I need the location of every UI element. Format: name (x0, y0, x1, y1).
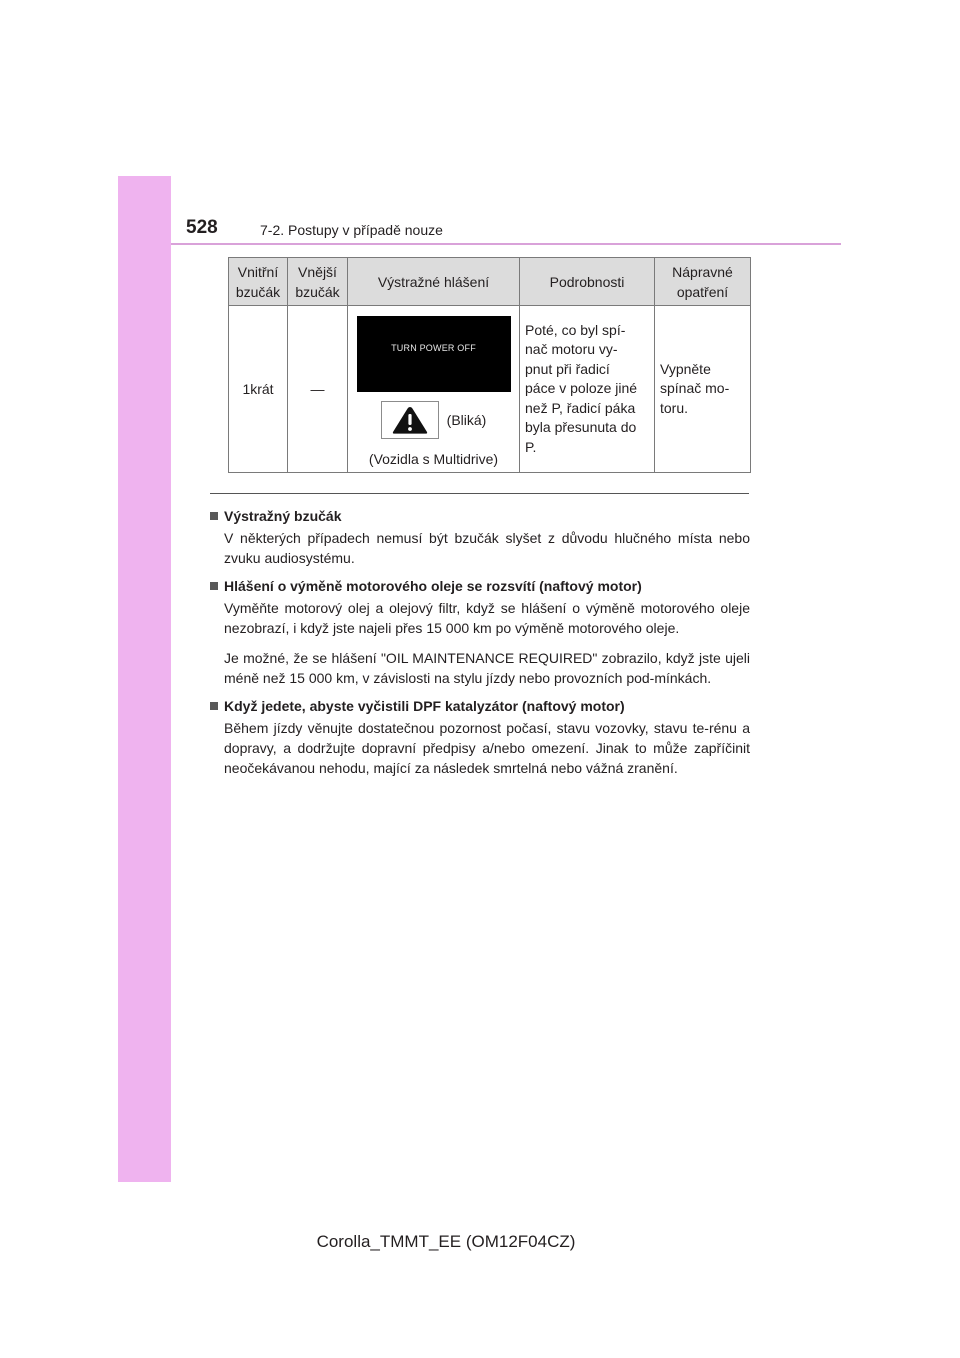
action-cell: Vypněte spínač mo- toru. (655, 306, 751, 473)
warning-table (228, 257, 751, 473)
paragraph: V některých případech nemusí být bzučák slyšet z důvodu hlučného místa nebo zvuku audiosystému. (224, 530, 750, 566)
paragraph: Vyměňte motorový olej a olejový filtr, když se hlášení o výměně motorového oleje nezobrazí, i když jste najeli přes 15 000 km po výměně motorového oleje. (224, 600, 750, 636)
internal-buzzer-cell: 1krát (229, 306, 288, 473)
section-heading: Když jedete, abyste vyčistili DPF katalyzátor (naftový motor) (210, 696, 750, 716)
blink-label: (Bliká) (446, 411, 487, 428)
col-details: Podrobnosti (520, 258, 655, 306)
display-screen (357, 316, 511, 392)
details-cell: Poté, co byl spí- nač motoru vy- pnut při řadicí páce v poloze jiné než P, řadicí páka byla přesunuta do P. (520, 306, 655, 473)
warning-triangle-icon (381, 401, 439, 439)
external-buzzer-cell: — (288, 306, 348, 473)
page-number: 528 (186, 217, 218, 238)
bullet-square-icon (210, 512, 218, 520)
table-header-row (229, 258, 751, 306)
section-heading: Výstražný bzučák (210, 506, 750, 526)
warning-message-cell (348, 306, 520, 473)
side-tab-band (118, 176, 171, 1182)
paragraph: Je možné, že se hlášení "OIL MAINTENANCE REQUIRED" zobrazilo, když jste ujeli méně než 15 000 km, v závislosti na stylu jízdy nebo provozních pod-mínkách. (224, 650, 750, 686)
col-external-buzzer: Vnější bzučák (288, 258, 348, 306)
bullet-square-icon (210, 582, 218, 590)
section-heading: Hlášení o výměně motorového oleje se rozsvítí (naftový motor) (210, 576, 750, 596)
vehicle-note: (Vozidla s Multidrive) (368, 450, 499, 467)
paragraph: Během jízdy věnujte dostatečnou pozornost počasí, stavu vozovky, stavu te-rénu a dopravy, a dodržujte dopravní předpisy a/nebo omezení. Jinak to může zapříčinit neočekávanou nehodu, mající za následek smrtelná nebo vážná zranění. (224, 720, 750, 776)
section-divider (210, 493, 749, 494)
footer-model-code: Corolla_TMMT_EE (OM12F04CZ) (316, 1232, 576, 1251)
notes-section (210, 500, 750, 778)
col-internal-buzzer: Vnitřní bzučák (229, 258, 288, 306)
col-warning-message: Výstražné hlášení (348, 258, 520, 306)
section-title: 7-2. Postupy v případě nouze (260, 222, 443, 238)
bullet-square-icon (210, 702, 218, 710)
col-action: Nápravné opatření (655, 258, 751, 306)
screen-message: TURN POWER OFF (391, 342, 476, 353)
table-row (229, 306, 751, 473)
header-rule (171, 243, 841, 245)
